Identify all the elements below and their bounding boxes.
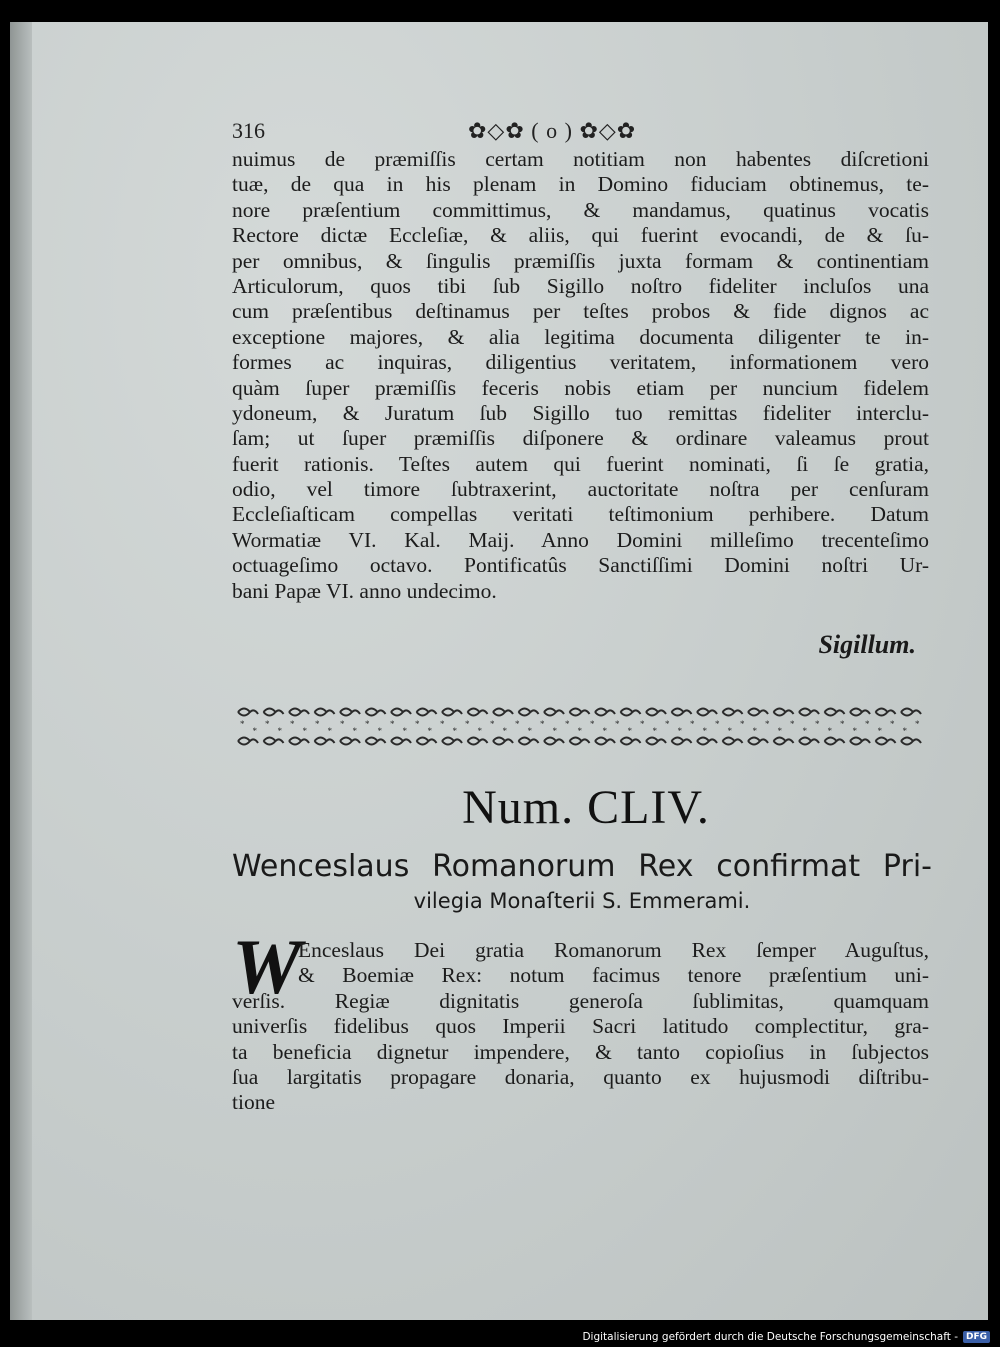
- svg-text:*: *: [365, 719, 370, 729]
- svg-text:*: *: [640, 719, 645, 729]
- svg-text:*: *: [765, 719, 770, 729]
- svg-text:*: *: [302, 726, 307, 736]
- text-line: octuageſimo octavo. Pontificatûs Sanctiſſimi Domini noſtri Ur-: [232, 553, 929, 578]
- dfg-logo: DFG: [963, 1331, 990, 1343]
- svg-text:*: *: [527, 726, 532, 736]
- svg-text:*: *: [802, 726, 807, 736]
- svg-text:*: *: [915, 719, 920, 729]
- svg-text:*: *: [852, 726, 857, 736]
- drop-cap-initial: W: [232, 923, 302, 1010]
- text-line: quàm ſuper præmiſſis feceris nobis etiam per nuncium fidelem: [232, 375, 929, 400]
- svg-text:*: *: [877, 726, 882, 736]
- svg-text:*: *: [715, 719, 720, 729]
- running-head: [232, 116, 932, 148]
- text-line: exceptione majores, & alia legitima documenta diligenter te in-: [232, 324, 929, 349]
- text-line: ta beneficia dignetur impendere, & tanto copioſius in ſubjectos: [232, 1039, 929, 1064]
- svg-text:*: *: [727, 726, 732, 736]
- svg-text:*: *: [477, 726, 482, 736]
- header-ornament: ✿◇✿ ( o ) ✿◇✿: [468, 118, 637, 143]
- svg-text:*: *: [277, 726, 282, 736]
- text-line: univerſis fidelibus quos Imperii Sacri latitudo complectitur, gra-: [232, 1014, 929, 1039]
- text-line: Articulorum, quos tibi ſub Sigillo noſtro fideliter incluſos una: [232, 273, 929, 298]
- text-line: Enceslaus Dei gratia Romanorum Rex ſemper Auguſtus,: [298, 938, 929, 962]
- text-line: ydoneum, & Juratum ſub Sigillo tuo remittas fideliter interclu-: [232, 400, 929, 425]
- svg-text:*: *: [465, 719, 470, 729]
- svg-text:*: *: [252, 726, 257, 736]
- text-line: & Boemiæ Rex: notum facimus tenore præſentium uni-: [298, 963, 929, 988]
- text-line: formes ac inquiras, diligentius veritatem, informationem vero: [232, 350, 929, 375]
- text-line: tione: [232, 1090, 275, 1115]
- text-line: Eccleſiaſticam compellas veritati teſtimonium perhibere. Datum: [232, 502, 929, 527]
- svg-text:*: *: [652, 726, 657, 736]
- svg-text:*: *: [552, 726, 557, 736]
- svg-text:*: *: [540, 719, 545, 729]
- text-line: odio, vel timore ſubtraxerint, auctoritate noſtra per cenſuram: [232, 477, 929, 502]
- text-line: ſam; ut ſuper præmiſſis diſponere & ordinare valeamus prout: [232, 426, 929, 451]
- svg-text:*: *: [352, 726, 357, 736]
- svg-text:*: *: [602, 726, 607, 736]
- svg-text:*: *: [615, 719, 620, 729]
- svg-text:*: *: [315, 719, 320, 729]
- page-spine-shadow: [10, 22, 32, 1320]
- svg-text:*: *: [777, 726, 782, 736]
- document-number: [0, 780, 1000, 835]
- svg-text:*: *: [290, 719, 295, 729]
- text-line: verſis. Regiæ dignitatis generoſa ſublimitas, quamquam: [232, 988, 929, 1013]
- sigillum-label: Sigillum.: [818, 630, 916, 659]
- svg-text:*: *: [377, 726, 382, 736]
- svg-text:*: *: [440, 719, 445, 729]
- svg-text:*: *: [502, 726, 507, 736]
- svg-text:*: *: [577, 726, 582, 736]
- svg-text:*: *: [702, 726, 707, 736]
- svg-text:*: *: [752, 726, 757, 736]
- text-line: ſua largitatis propagare donaria, quanto ex hujusmodi diſtribu-: [232, 1064, 929, 1089]
- digitization-footer: [582, 1329, 990, 1345]
- text-line: fuerit rationis. Teſtes autem qui fuerint nominati, ſi ſe gratia,: [232, 451, 929, 476]
- text-line: nore præſentium committimus, & mandamus, quatinus vocatis: [232, 197, 929, 222]
- text-line: Wormatiæ VI. Kal. Maij. Anno Domini milleſimo trecenteſimo: [232, 527, 929, 552]
- text-line: per omnibus, & ſingulis præmiſſis juxta formam & continentiam: [232, 248, 929, 273]
- svg-text:*: *: [590, 719, 595, 729]
- svg-text:*: *: [865, 719, 870, 729]
- text-line: Rectore dictæ Eccleſiæ, & aliis, qui fuerint evocandi, de & ſu-: [232, 223, 929, 248]
- svg-text:*: *: [690, 719, 695, 729]
- svg-text:*: *: [265, 719, 270, 729]
- ornament-divider: [232, 703, 932, 749]
- svg-text:*: *: [515, 719, 520, 729]
- svg-text:*: *: [890, 719, 895, 729]
- text-line: tuæ, de qua in his plenam in Domino fiduciam obtinemus, te-: [232, 172, 929, 197]
- svg-text:*: *: [902, 726, 907, 736]
- footer-credit: Digitalisierung gefördert durch die Deutsche Forschungsgemeinschaft -: [582, 1331, 958, 1343]
- svg-text:*: *: [627, 726, 632, 736]
- svg-text:*: *: [240, 719, 245, 729]
- page-number: 316: [232, 118, 265, 143]
- text-line: cum præſentibus deſtinamus per teſtes probos & fide dignos ac: [232, 299, 929, 324]
- svg-text:*: *: [815, 719, 820, 729]
- svg-text:*: *: [790, 719, 795, 729]
- document-number-text: Num. CLIV.: [462, 781, 710, 834]
- text-line: bani Papæ VI. anno undecimo.: [232, 578, 497, 603]
- svg-text:*: *: [677, 726, 682, 736]
- second-body-text: [232, 938, 929, 1116]
- svg-text:*: *: [827, 726, 832, 736]
- svg-text:*: *: [740, 719, 745, 729]
- svg-text:*: *: [665, 719, 670, 729]
- document-title-line-2: vilegia Monaſterii S. Emmerami.: [413, 889, 751, 913]
- text-line: nuimus de præmiſſis certam notitiam non habentes diſcretioni: [232, 147, 929, 171]
- svg-text:*: *: [390, 719, 395, 729]
- body-text: [232, 147, 929, 604]
- svg-text:*: *: [490, 719, 495, 729]
- svg-text:*: *: [402, 726, 407, 736]
- svg-text:*: *: [340, 719, 345, 729]
- document-title-line-1: Wenceslaus Romanorum Rex confirmat Pri-: [232, 849, 932, 884]
- svg-text:*: *: [565, 719, 570, 729]
- svg-text:*: *: [415, 719, 420, 729]
- svg-text:*: *: [327, 726, 332, 736]
- svg-text:*: *: [427, 726, 432, 736]
- svg-text:*: *: [840, 719, 845, 729]
- document-title: [232, 848, 932, 916]
- svg-text:*: *: [452, 726, 457, 736]
